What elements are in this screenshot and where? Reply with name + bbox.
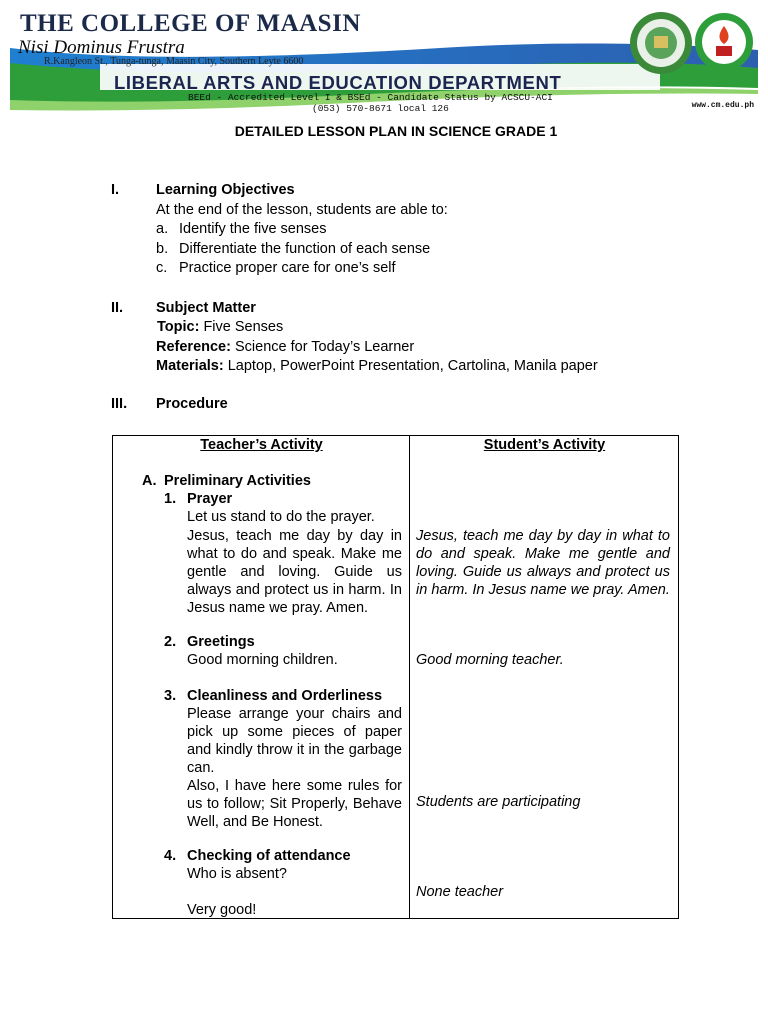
website-address: www.cm.edu.ph [691,101,754,110]
student-activity-header: Student’s Activity [483,437,606,453]
topic-label: Topic: [157,319,200,335]
section-number-objectives: I. [111,182,120,198]
college-seal-icon [628,10,694,76]
item-number: 4. [164,848,177,864]
cleanliness-student-response: Students are participating [416,794,581,810]
reference-label: Reference: [156,339,231,355]
prayer-title: Prayer [187,491,233,507]
objective-letter: c. [156,260,168,276]
materials-line [156,358,598,374]
document-title: DETAILED LESSON PLAN IN SCIENCE GRADE 1 [234,123,558,139]
reference-line [156,339,414,355]
objective-item: Practice proper care for one’s self [179,260,396,276]
materials-label: Materials: [156,358,224,374]
prayer-student-response: Jesus, teach me day by day in what to do and speak. Make me gentle and loving. Guide us always and protect us in harm. In Jesus name we pray. Amen. [416,528,670,598]
prayer-teacher-intro: Let us stand to do the prayer. [187,509,375,525]
preliminary-activities-title: Preliminary Activities [164,473,311,489]
greetings-teacher-text: Good morning children. [187,652,338,668]
greetings-title: Greetings [187,634,255,650]
department-name: LIBERAL ARTS AND EDUCATION DEPARTMENT [114,72,562,93]
department-seal-icon [694,12,754,72]
section-number-procedure: III. [111,396,128,412]
objective-letter: a. [156,221,169,237]
reference-value: Science for Today’s Learner [234,339,415,355]
letterhead-banner [10,8,758,116]
accreditation-line: BEEd - Accredited Level I & BSEd - Candidate Status by ACSCU-ACI [188,92,553,103]
objectives-heading: Learning Objectives [156,182,295,198]
subject-heading: Subject Matter [156,300,256,316]
section-number-subject: II. [111,300,124,316]
item-number: 3. [164,688,177,704]
materials-value: Laptop, PowerPoint Presentation, Cartolina, Manila paper [227,358,598,374]
objective-item: Differentiate the function of each sense [179,241,431,257]
activity-table [112,435,679,919]
procedure-heading: Procedure [156,396,228,412]
objective-letter: b. [156,241,169,257]
teacher-activity-header: Teacher’s Activity [200,437,323,453]
cleanliness-teacher-text: Please arrange your chairs and pick up some pieces of paper and kindly throw it in the garbage can. [187,706,402,776]
teacher-column [113,436,410,919]
rules-teacher-text: Also, I have here some rules for us to follow; Sit Properly, Behave Well, and Be Honest. [187,778,402,830]
phone-number: (053) 570-8671 local 126 [312,103,449,114]
item-number: 2. [164,634,177,650]
attendance-title: Checking of attendance [187,848,351,864]
college-motto: Nisi Dominus Frustra [18,37,185,58]
item-number: 1. [164,491,177,507]
objectives-intro: At the end of the lesson, students are able to: [156,202,448,218]
cleanliness-title: Cleanliness and Orderliness [187,688,383,704]
attendance-teacher-praise: Very good! [187,902,257,918]
attendance-student-response: None teacher [416,884,504,900]
prayer-teacher-text: Jesus, teach me day by day in what to do and speak. Make me gentle and loving. Guide us always and protect us in harm. In Jesus name we pray. Amen. [187,528,402,616]
section-letter: A. [142,473,157,489]
college-name: THE COLLEGE OF MAASIN [20,10,361,37]
topic-value: Five Senses [203,319,284,335]
student-column [410,436,679,919]
attendance-teacher-question: Who is absent? [187,866,287,882]
topic-line [157,319,283,335]
greetings-student-response: Good morning teacher. [416,652,564,668]
college-address: R.Kangleon St., Tunga-tunga, Maasin City, Southern Leyte 6600 [44,56,304,67]
objective-item: Identify the five senses [179,221,327,237]
